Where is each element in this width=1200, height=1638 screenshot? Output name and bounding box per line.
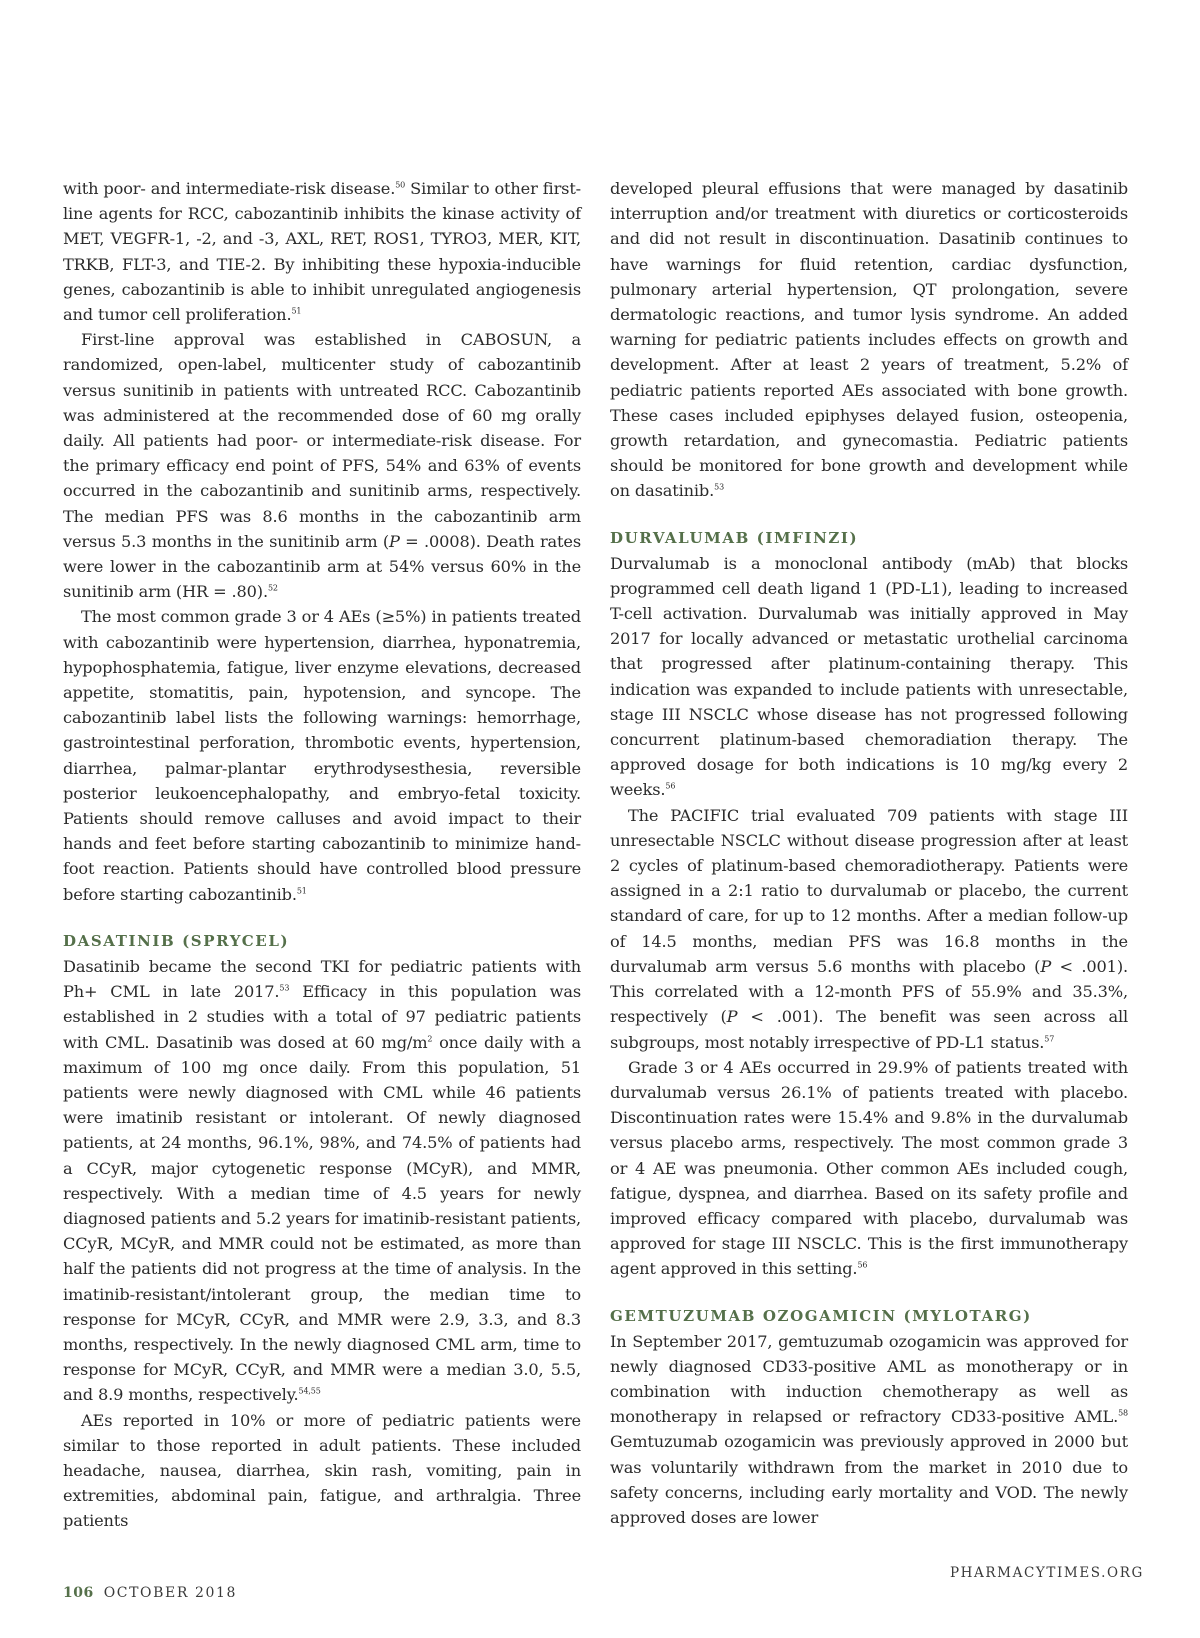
reference: 52 [267, 583, 278, 593]
reference: 51 [296, 886, 307, 896]
reference: 57 [1044, 1034, 1055, 1044]
paragraph: The PACIFIC trial evaluated 709 patients with stage III unresectable NSCLC without disease progression after at least 2 cycles of platinum-based chemoradiotherapy. Patients were assigned in a 2:1 ratio to durvalumab or placebo, the current standard of care, for up to 12 months. After a median follow-up of 14.5 months, median PFS was 16.8 months in the durvalumab arm versus 5.6 months with placebo (P < .001). This correlated with a 12-month PFS of 55.9% and 35.3%, respectively (P < .001). The benefit was seen across all subgroups, most notably irrespective of PD-L1 status.$^{57}$ [610, 805, 1128, 1052]
issue-date: OCTOBER 2018 [103, 1585, 238, 1601]
paragraph: with poor- and intermediate-risk disease.$^{50}$ Similar to other first-line agents for RCC, cabozantinib inhibits the kinase activity of MET, VEGFR-1, -2, and -3, AXL, RET, ROS1, TYRO3, MER, KIT, TRKB, FLT-3, and TIE-2. By inhibiting these hypoxia-inducible genes, cabozantinib is able to inhibit unregulated angiogenesis and tumor cell proliferation.$^{51}$ [63, 179, 581, 325]
footer-left [63, 1585, 237, 1601]
right-column [610, 176, 1128, 1530]
left-column [63, 176, 581, 1534]
reference: 56 [665, 782, 676, 792]
reference: 53 [279, 983, 290, 993]
page-number: 106 [63, 1585, 94, 1601]
reference: 54,55 [298, 1386, 321, 1396]
paragraph: developed pleural effusions that were managed by dasatinib interruption and/or treatment with diuretics or corticosteroids and did not result in discontinuation. Dasatinib continues to have warnings for fluid retention, cardiac dysfunction, pulmonary arterial hypertension, QT prolongation, severe dermatologic reactions, and tumor lysis syndrome. An added warning for pediatric patients includes effects on growth and development. After at least 2 years of treatment, 5.2% of pediatric patients reported AEs associated with bone growth. These cases included epiphyses delayed fusion, osteopenia, growth retardation, and gynecomastia. Pediatric patients should be monitored for bone growth and development while on dasatinib.$^{53}$ [610, 179, 1128, 501]
paragraph: Durvalumab is a monoclonal antibody (mAb) that blocks programmed cell death ligand 1 (PD-L1), leading to increased T-cell activation. Durvalumab was initially approved in May 2017 for locally advanced or metastatic urothelial carcinoma that progressed after platinum-containing therapy. This indication was expanded to include patients with unresectable, stage III NSCLC whose disease has not progressed following concurrent platinum-based chemoradiation therapy. The approved dosage for both indications is 10 mg/kg every 2 weeks.$^{56}$ [610, 553, 1128, 800]
reference: 53 [714, 483, 725, 493]
paragraph: AEs reported in 10% or more of pediatric patients were similar to those reported in adult patients. These included headache, nausea, diarrhea, skin rash, vomiting, pain in extremities, abdominal pain, fatigue, and arthralgia. Three patients [63, 1410, 581, 1531]
reference: 56 [857, 1260, 868, 1270]
section-heading-durvalumab: DURVALUMAB (IMFINZI) [610, 528, 859, 547]
footer-website: PHARMACYTIMES.ORG [950, 1565, 1144, 1581]
superscript: 2 [427, 1034, 433, 1044]
section-heading-gemtuzumab: GEMTUZUMAB OZOGAMICIN (MYLOTARG) [610, 1306, 1032, 1325]
paragraph: The most common grade 3 or 4 AEs (≥5%) in patients treated with cabozantinib were hypertension, diarrhea, hyponatremia, hypophosphatemia, fatigue, liver enzyme elevations, decreased appetite, stomatitis, pain, hypotension, and syncope. The cabozantinib label lists the following warnings: hemorrhage, gastrointestinal perforation, thrombotic events, hypertension, diarrhea, palmar-plantar erythrodysesthesia, reversible posterior leukoencephalopathy, and embryo-fetal toxicity. Patients should remove calluses and avoid impact to their hands and feet before starting cabozantinib to minimize hand-foot reaction. Patients should have controlled blood pressure before starting cabozantinib.$^{51}$ [63, 607, 581, 904]
paragraph: Grade 3 or 4 AEs occurred in 29.9% of patients treated with durvalumab versus 26.1% of patients treated with placebo. Discontinuation rates were 15.4% and 9.8% in the durvalumab versus placebo arms, respectively. The most common grade 3 or 4 AE was pneumonia. Other common AEs included cough, fatigue, dyspnea, and diarrhea. Based on its safety profile and improved efficacy compared with placebo, durvalumab was approved for stage III NSCLC. This is the first immunotherapy agent approved in this setting.$^{56}$ [610, 1057, 1128, 1279]
reference: 58 [1118, 1408, 1128, 1418]
reference: 51 [291, 306, 302, 316]
paragraph: Dasatinib became the second TKI for pediatric patients with Ph+ CML in late 2017.53 Efficacy in this population was established in 2 studies with a total of 97 pediatric patients with CML. Dasatinib was dosed at 60 $mg/m^2$ once daily with a maximum of 100 mg once daily. From this population, 51 patients were newly diagnosed with CML while 46 patients were imatinib resistant or intolerant. Of newly diagnosed patients, at 24 months, 96.1%, 98%, and 74.5% of patients had a CCyR, major cytogenetic response (MCyR), and MMR, respectively. With a median time of 4.5 years for newly diagnosed patients and 5.2 years for imatinib-resistant patients, CCyR, MCyR, and MMR could not be estimated, as more than half the patients did not progress at the time of analysis. In the imatinib-resistant/intolerant group, the median time to response for MCyR, CCyR, and MMR were 2.9, 3.3, and 8.3 months, respectively. In the newly diagnosed CML arm, time to response for MCyR, CCyR, and MMR were a median 3.0, 5.5, and 8.9 months, respectively.$^{54,55}$ [63, 956, 582, 1405]
paragraph: First-line approval was established in CABOSUN, a randomized, open-label, multicenter study of cabozantinib versus sunitinib in patients with untreated RCC. Cabozantinib was administered at the recommended dose of 60 mg orally daily. All patients had poor- or intermediate-risk disease. For the primary efficacy end point of PFS, 54% and 63% of events occurred in the cabozantinib and sunitinib arms, respectively. The median PFS was 8.6 months in the cabozantinib arm versus 5.3 months in the sunitinib arm (P = .0008). Death rates were lower in the cabozantinib arm at 54% versus 60% in the sunitinib arm (HR = .80).$^{52}$ [63, 330, 581, 602]
paragraph: In September 2017, gemtuzumab ozogamicin was approved for newly diagnosed CD33-positive AML as monotherapy or in combination with induction chemotherapy as well as monotherapy in relapsed or refractory CD33-positive AML.$^{58}$ Gemtuzumab ozogamicin was previously approved in 2000 but was voluntarily withdrawn from the market in 2010 due to safety concerns, including early mortality and VOD. The newly approved doses are lower [610, 1331, 1128, 1527]
reference: 50 [395, 180, 406, 190]
section-heading-dasatinib: DASATINIB (SPRYCEL) [63, 931, 290, 950]
